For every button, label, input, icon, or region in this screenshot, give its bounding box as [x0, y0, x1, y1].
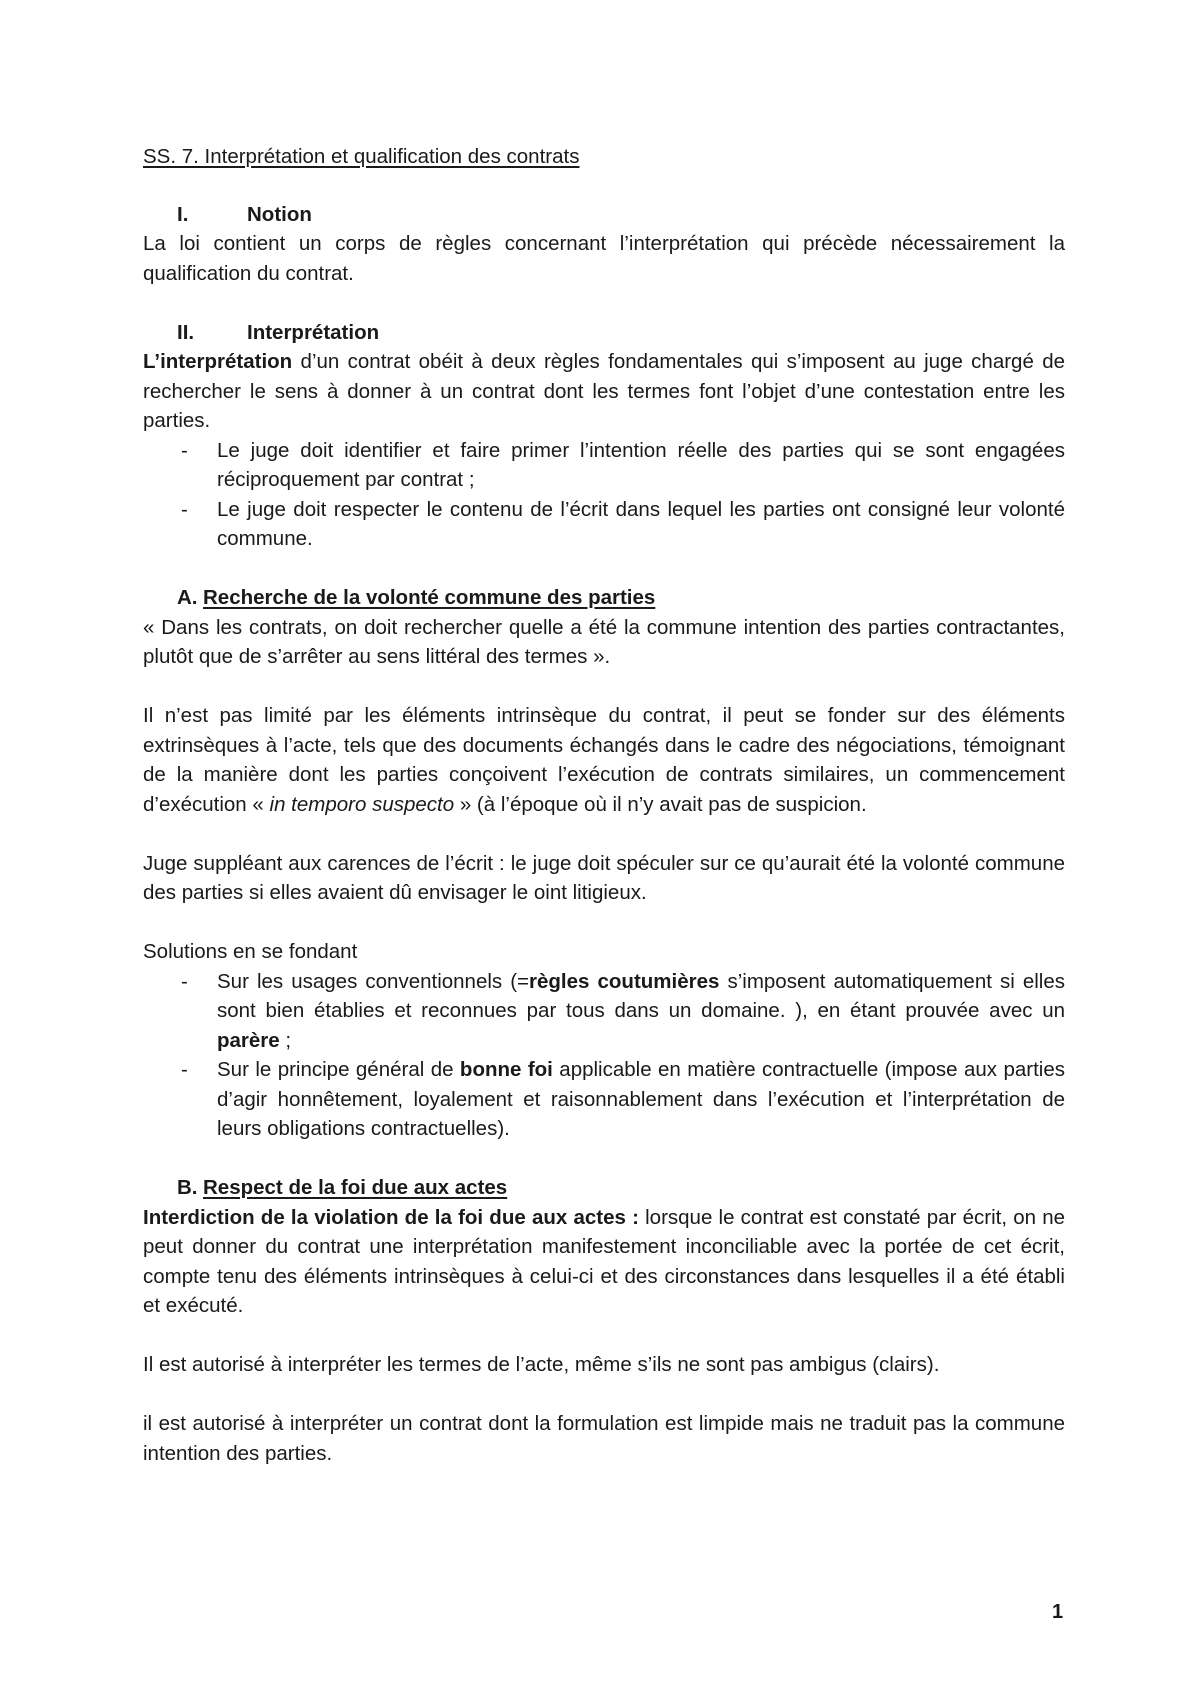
subsection-heading-a [143, 583, 1065, 613]
document-body [143, 142, 1065, 1468]
solutions-list [143, 967, 1065, 1144]
section-heading-text: Notion [247, 202, 312, 226]
intro-text: d’un contrat obéit à deux règles fondamentales qui s’imposent au juge chargé de rechercher le sens à donner à un contrat dont les termes font l’objet d’une contestation entre les parties. [143, 350, 1065, 432]
list-item [217, 1055, 1065, 1144]
subsection-heading-b [143, 1173, 1065, 1203]
document-title: SS. 7. Interprétation et qualification des contrats [143, 145, 580, 168]
subsection-heading-text: Respect de la foi due aux actes [203, 1176, 508, 1199]
judge-paragraph: Juge suppléant aux carences de l’écrit : le juge doit spéculer sur ce qu’aurait été la volonté commune des parties si elles avaient dû envisager le oint litigieux. [143, 851, 1065, 904]
paragraph-text: Il n’est pas limité par les éléments intrinsèque du contrat, il peut se fonder sur des éléments extrinsèques à l’acte, tels que des documents échangés dans le cadre des négociations, témoignant de la manière dont les parties conçoivent l’exécution de contrats similaires, un commencement d’exécution « [143, 704, 1065, 816]
list-text: s’imposent automatiquement si elles sont bien établies et reconnues par tous dans un domaine. ), en étant prouvée avec un [217, 969, 1066, 1022]
quote-paragraph: « Dans les contrats, on doit rechercher quelle a été la commune intention des parties contractantes, plutôt que de s’arrêter au sens littéral des termes ». [143, 615, 1065, 668]
solutions-label: Solutions en se fondant [143, 940, 358, 963]
bold-term: Interdiction de la violation de la foi due aux actes : [143, 1205, 639, 1229]
limpid-paragraph: il est autorisé à interpréter un contrat dont la formulation est limpide mais ne traduit pas la commune intention des parties. [143, 1412, 1065, 1465]
bold-term: bonne foi [459, 1058, 553, 1081]
list-text: Sur les usages conventionnels (= [217, 969, 530, 993]
list-text: applicable en matière contractuelle (impose aux parties d’agir honnêtement, loyalement et raisonnablement dans l’exécution et l’interprétation de leurs obligations contractuelles). [217, 1058, 1065, 1140]
section-heading-interpretation [143, 318, 1065, 348]
section-number: I. [177, 202, 189, 226]
subsection-number: B. [177, 1176, 198, 1199]
bold-term: L’interprétation [143, 350, 293, 373]
subsection-heading-text: Recherche de la volonté commune des parties [203, 586, 656, 609]
foi-paragraph [143, 1203, 1065, 1321]
list-item [217, 967, 1065, 1056]
page-number: 1 [1052, 1601, 1064, 1623]
list-text: ; [279, 1028, 292, 1052]
list-item: - Le juge doit identifier et faire primer l’intention réelle des parties qui se sont engagées réciproquement par contrat ; [217, 436, 1065, 495]
list-item: - Le juge doit respecter le contenu de l’écrit dans lequel les parties ont consigné leur volonté commune. [217, 495, 1065, 554]
authorized-paragraph: Il est autorisé à interpréter les termes de l’acte, même s’ils ne sont pas ambigus (clairs). [143, 1353, 940, 1376]
list-text: Sur le principe général de [217, 1058, 460, 1081]
extrinsic-elements-paragraph [143, 701, 1065, 819]
interpretation-intro [143, 347, 1065, 436]
bold-term: parère [217, 1028, 280, 1052]
notion-paragraph: La loi contient un corps de règles concernant l’interprétation qui précède nécessairement la qualification du contrat. [143, 232, 1065, 285]
subsection-number: A. [177, 586, 198, 609]
section-number: II. [177, 320, 195, 344]
italic-term: in temporo suspecto [269, 792, 455, 816]
section-heading-notion [143, 200, 1065, 230]
paragraph-text: lorsque le contrat est constaté par écrit, on ne peut donner du contrat une interprétation manifestement inconciliable avec la portée de cet écrit, compte tenu des éléments intrinsèques à celui-ci et des circonstances dans lesquelles il a été établi et exécuté. [143, 1205, 1065, 1317]
interpretation-rules-list [143, 436, 1065, 554]
bold-term: règles coutumières [529, 969, 720, 993]
section-heading-text: Interprétation [247, 320, 380, 344]
paragraph-text: » (à l’époque où il n’y avait pas de suspicion. [454, 792, 867, 816]
